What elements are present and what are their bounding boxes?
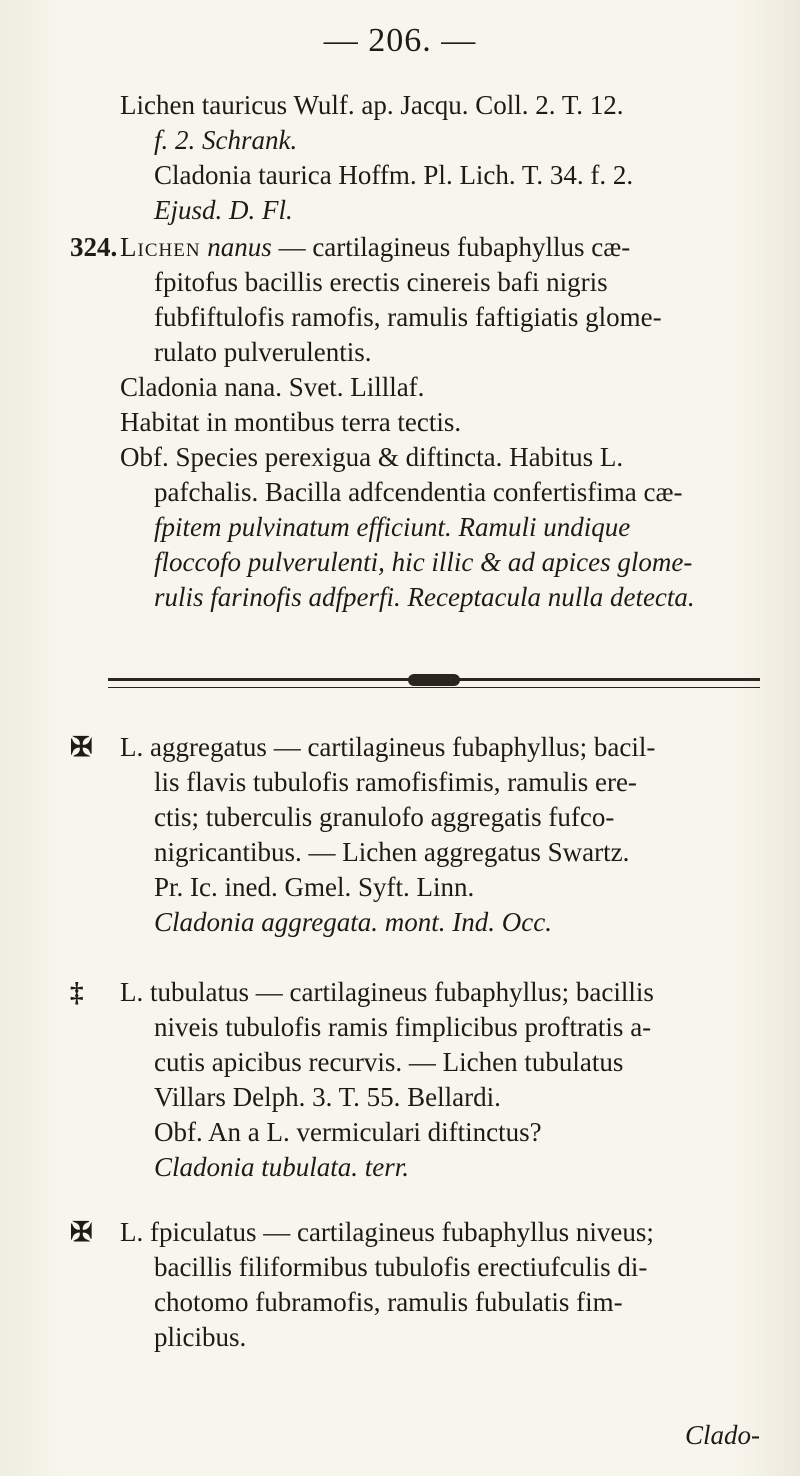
entry-head-name: Lichen <box>120 232 201 262</box>
text-line: Pr. Ic. ined. Gmel. Syft. Linn. <box>154 872 475 902</box>
text-line: f. 2. Schrank. <box>154 125 298 155</box>
text-line: fubfiftulofis ramofis, ramulis faftigiatis glome- <box>154 302 662 332</box>
cross-marker: ✠ <box>70 732 93 762</box>
text-line: — cartilagineus fubaphyllus cæ- <box>278 232 631 262</box>
page-number: — 206. — <box>323 22 477 59</box>
entry-aggregatus <box>120 730 760 940</box>
text-line: fpitofus bacillis erectis cinereis bafi nigris <box>154 267 608 297</box>
text-line: Cladonia nana. Svet. Lilllaf. <box>120 372 425 402</box>
text-line: Cladonia taurica Hoffm. Pl. Lich. T. 34. f. 2. <box>154 160 634 190</box>
text-line: fpitem pulvinatum efficiunt. Ramuli undique <box>154 512 631 542</box>
text-line: Lichen tauricus Wulf. ap. Jacqu. Coll. 2. T. 12. <box>120 90 624 120</box>
text-line: L. aggregatus — cartilagineus fubaphyllus; bacil- <box>120 732 656 762</box>
entry-tubulatus <box>120 975 760 1185</box>
text-line: chotomo fubramofis, ramulis fubulatis fim- <box>154 1287 623 1317</box>
text-line: cutis apicibus recurvis. — Lichen tubulatus <box>154 1047 624 1077</box>
text-line: pafchalis. Bacilla adfcendentia confertisfima cæ- <box>154 477 683 507</box>
text-line: rulis farinofis adfperfi. Receptacula nulla detecta. <box>154 582 695 612</box>
entry-spiculatus <box>120 1215 760 1355</box>
text-line: plicibus. <box>154 1322 247 1352</box>
text-line: rulato pulverulentis. <box>154 337 372 367</box>
entry-number: 324. <box>70 232 118 262</box>
text-line: L. tubulatus — cartilagineus fubaphyllus; bacillis <box>120 977 654 1007</box>
entry-nanus <box>120 230 760 615</box>
text-line: Obf. An a L. vermiculari diftinctus? <box>154 1117 542 1147</box>
text-line: L. fpiculatus — cartilagineus fubaphyllus niveus; <box>120 1217 654 1247</box>
cross-marker: ✠ <box>70 1217 93 1247</box>
text-line: Obf. Species perexigua & diftincta. Habitus L. <box>120 442 624 472</box>
text-line: Cladonia tubulata. terr. <box>154 1152 410 1182</box>
text-line: Villars Delph. 3. T. 55. Bellardi. <box>154 1082 501 1112</box>
text-line: lis flavis tubulofis ramofisfimis, ramulis ere- <box>154 767 637 797</box>
section-divider <box>108 678 760 688</box>
double-dagger-marker: ‡ <box>70 977 84 1007</box>
text-line: floccofo pulverulenti, hic illic & ad apices glome- <box>154 547 693 577</box>
text-line: Habitat in montibus terra tectis. <box>120 407 462 437</box>
text-line: ctis; tuberculis granulofo aggregatis fufco- <box>154 802 615 832</box>
text-line: nigricantibus. — Lichen aggregatus Swartz. <box>154 837 630 867</box>
text-line: niveis tubulofis ramis fimplicibus proftratis a- <box>154 1012 652 1042</box>
catchword: Clado- <box>684 1420 760 1450</box>
text-line: Ejusd. D. Fl. <box>154 195 293 225</box>
text-line: Cladonia aggregata. mont. Ind. Occ. <box>154 907 552 937</box>
entry-tauricus <box>120 88 760 228</box>
text-line: bacillis filiformibus tubulofis erectiufculis di- <box>154 1252 648 1282</box>
entry-head-epithet: nanus <box>207 232 272 262</box>
